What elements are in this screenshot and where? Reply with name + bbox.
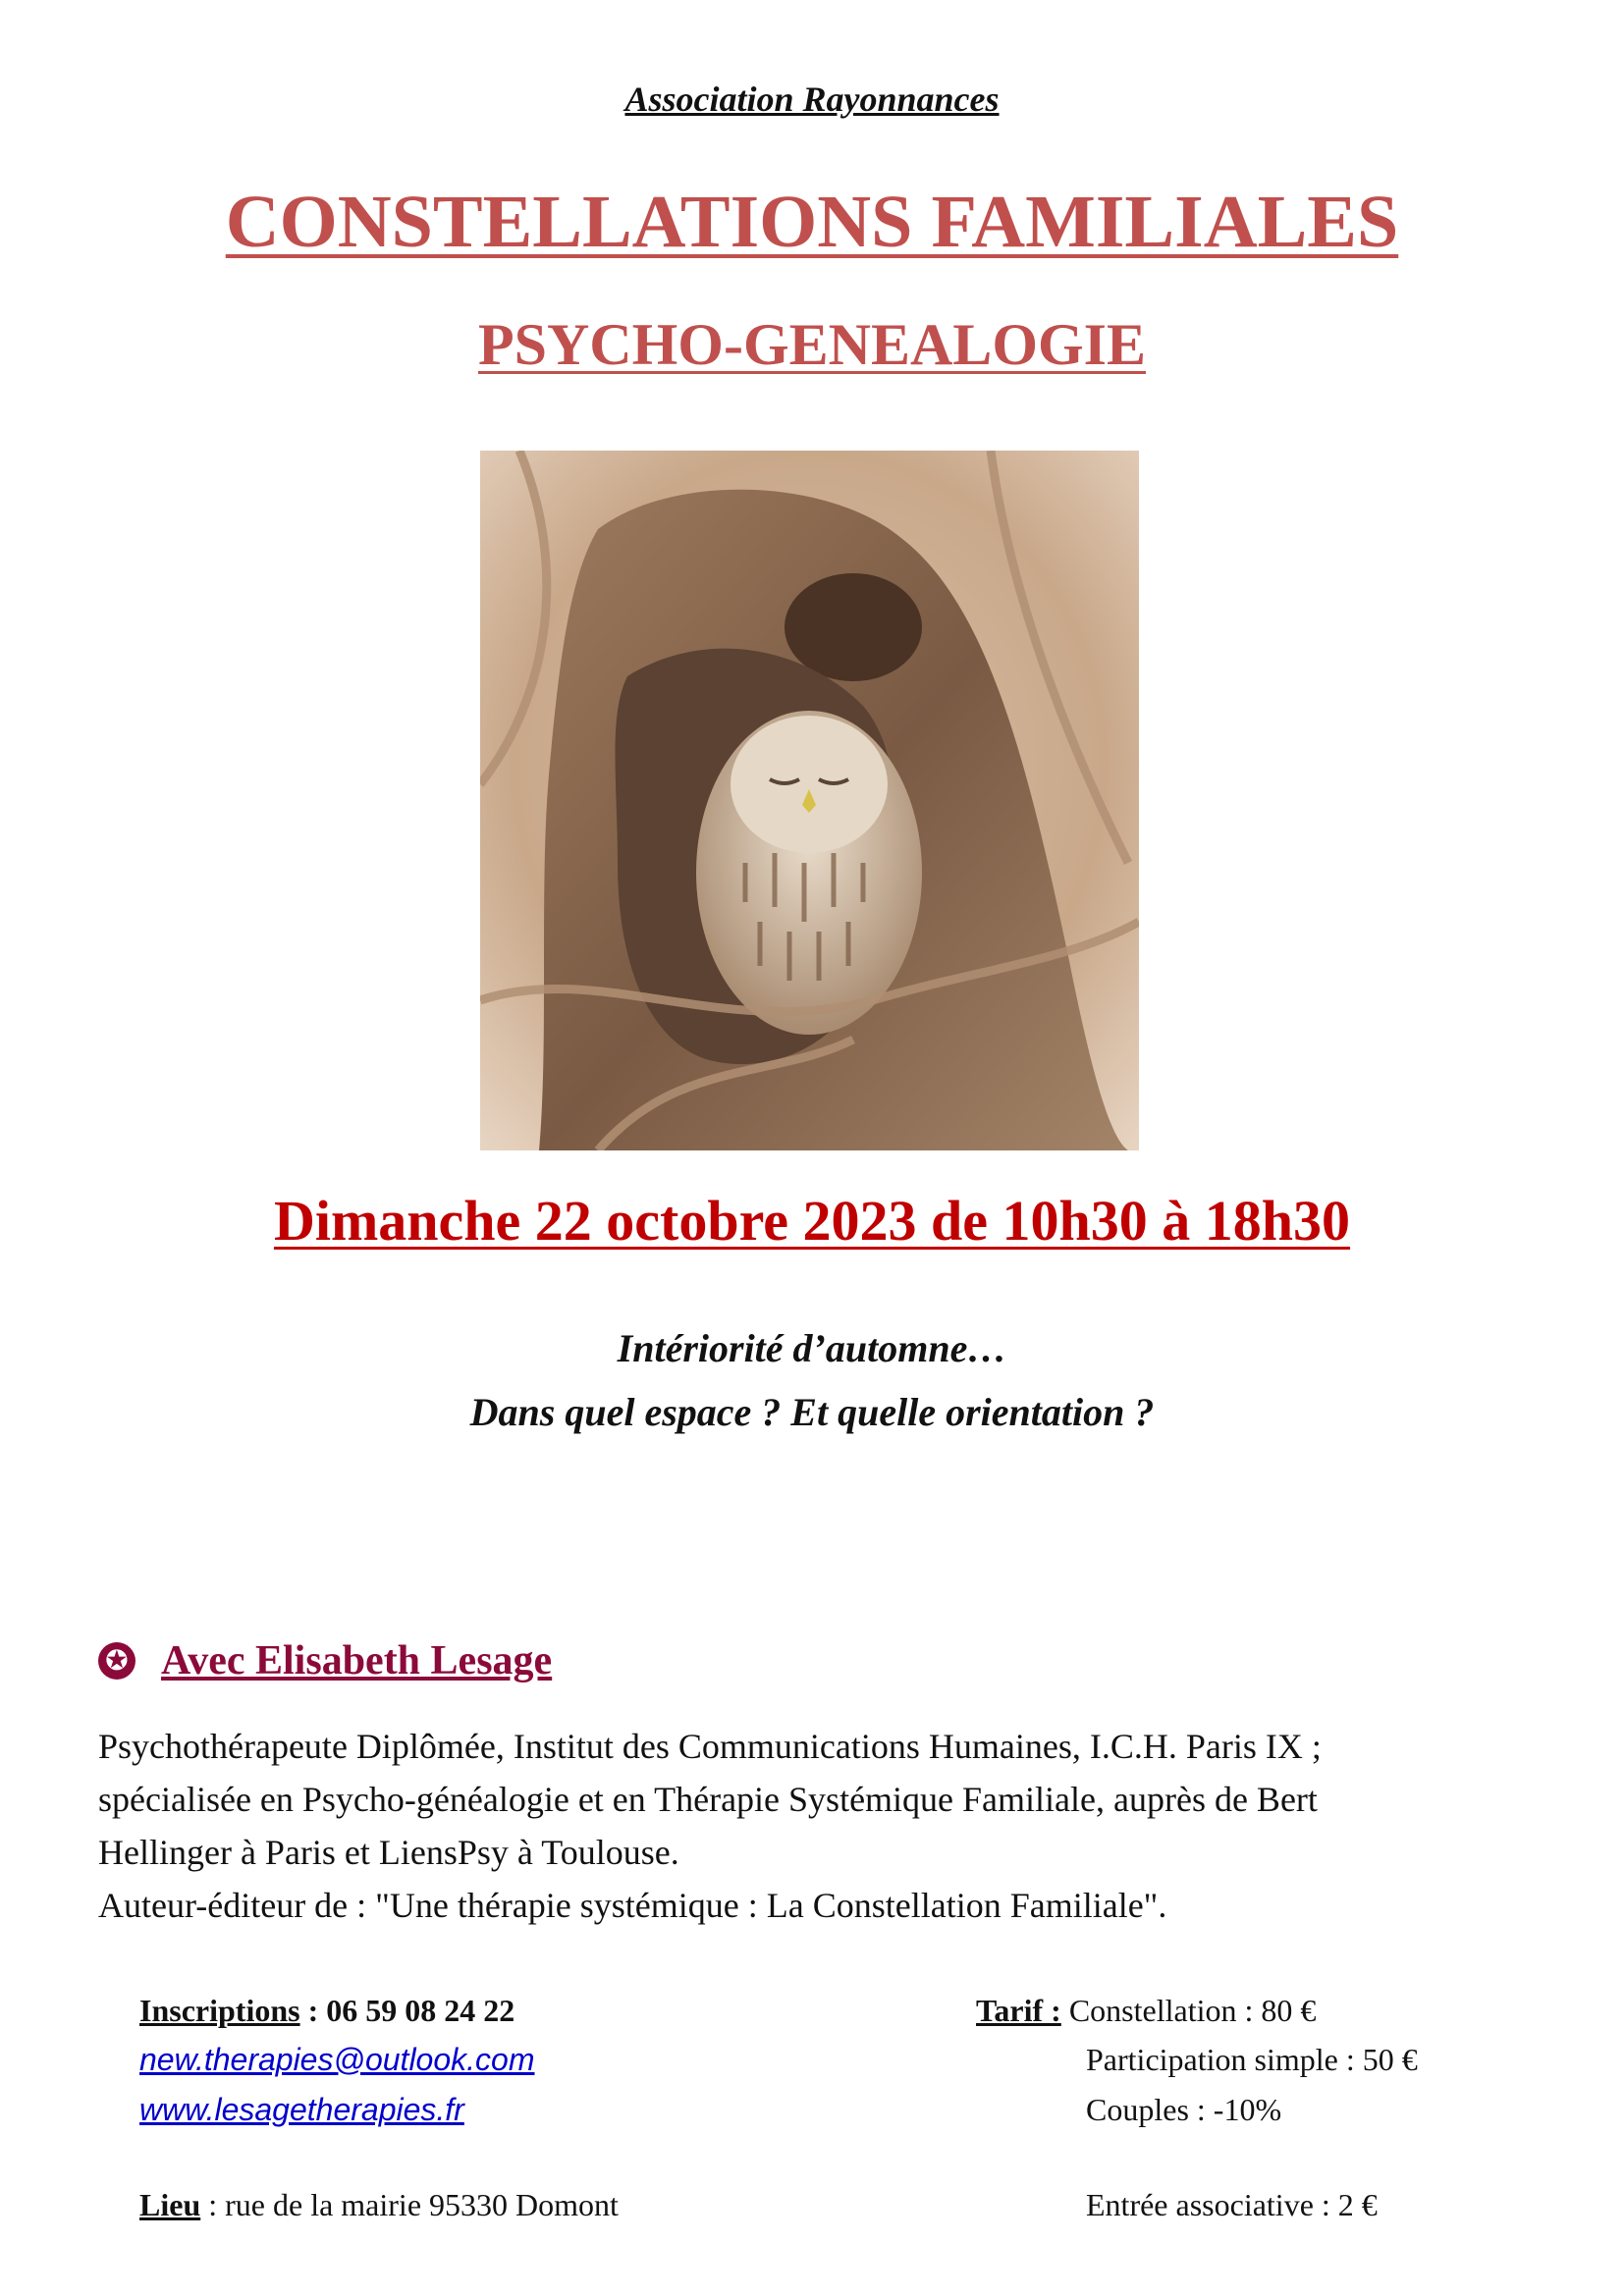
tarif-line <box>976 1993 1316 2029</box>
star-icon: ✪ <box>98 1642 135 1680</box>
inscriptions-phone: : 06 59 08 24 22 <box>299 1993 515 2028</box>
page-subtitle: PSYCHO-GENEALOGIE <box>477 312 1147 377</box>
inscriptions-label: Inscriptions <box>139 1993 300 2028</box>
presenter-bio-line: Psychothérapeute Diplômée, Institut des Communications Humaines, I.C.H. Paris IX ; <box>98 1727 1322 1766</box>
owl-photo <box>480 451 1139 1150</box>
lieu-line <box>139 2187 619 2223</box>
tarif-participation: Participation simple : 50 € <box>1086 2042 1418 2077</box>
presenter-bio-line: spécialisée en Psycho-généalogie et en Thérapie Systémique Familiale, auprès de Bert <box>98 1780 1318 1819</box>
event-date: Dimanche 22 octobre 2023 de 10h30 à 18h30 <box>273 1189 1351 1253</box>
tagline-line-2: Dans quel espace ? Et quelle orientation ? <box>469 1390 1155 1434</box>
tarif-entree: Entrée associative : 2 € <box>1086 2187 1378 2222</box>
association-name: Association Rayonnances <box>624 80 1000 119</box>
tarif-label: Tarif : <box>976 1993 1061 2028</box>
lieu-address: : rue de la mairie 95330 Domont <box>200 2187 619 2222</box>
inscriptions-line <box>139 1993 514 2029</box>
email-link[interactable]: new.therapies@outlook.com <box>139 2042 535 2077</box>
website-link[interactable]: www.lesagetherapies.fr <box>139 2092 464 2127</box>
presenter-heading: Avec Elisabeth Lesage <box>161 1638 553 1683</box>
lieu-label: Lieu <box>139 2187 201 2222</box>
tagline-line-1: Intériorité d’automne… <box>617 1326 1007 1370</box>
presenter-bio-line: Auteur-éditeur de : "Une thérapie systémique : La Constellation Familiale". <box>98 1886 1167 1925</box>
page-title: CONSTELLATIONS FAMILIALES <box>225 181 1399 263</box>
tarif-couples: Couples : -10% <box>1086 2092 1282 2127</box>
presenter-heading-row <box>98 1637 552 1684</box>
presenter-bio-line: Hellinger à Paris et LiensPsy à Toulouse. <box>98 1833 679 1872</box>
tarif-constellation: Constellation : 80 € <box>1060 1993 1317 2028</box>
